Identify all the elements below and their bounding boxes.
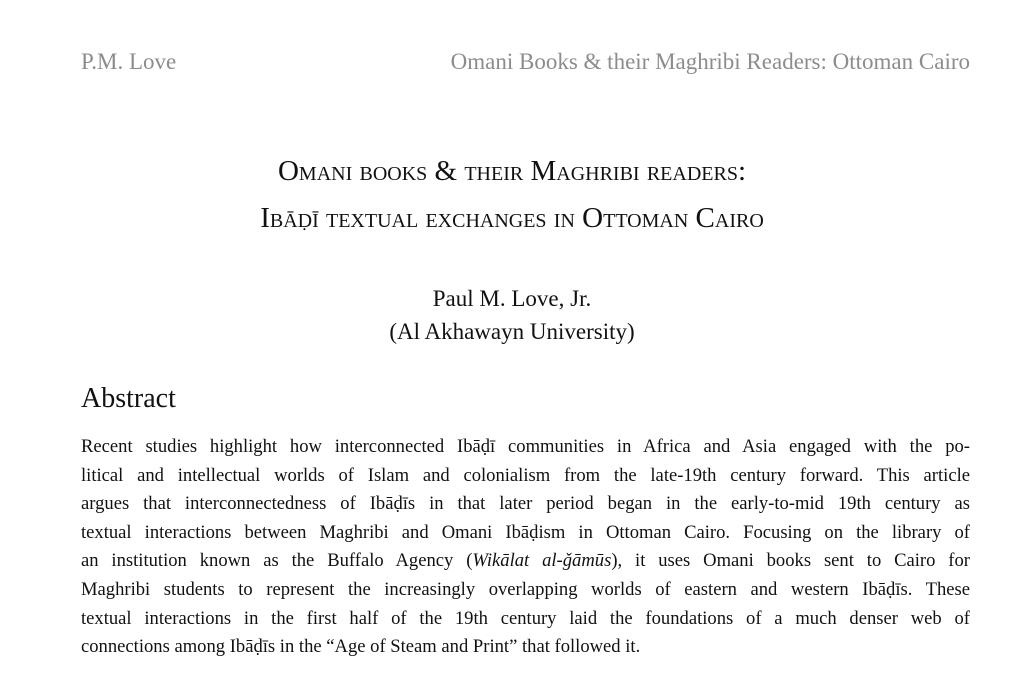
abstract-line: textual interactions between Maghribi and Omani Ibāḍism in Ottoman Cairo. Focusing on the library of bbox=[81, 521, 970, 543]
header-short-title: Omani Books & their Maghribi Readers: Ottoman Cairo bbox=[450, 49, 970, 74]
author-name: Paul M. Love, Jr. bbox=[432, 286, 592, 311]
header-author: P.M. Love bbox=[81, 49, 177, 74]
abstract-heading: Abstract bbox=[81, 383, 176, 414]
title-line-1: Omani books & their Maghribi readers: bbox=[277, 155, 747, 187]
abstract-line: Maghribi students to represent the increasingly overlapping worlds of eastern and western Ibāḍīs. These bbox=[81, 578, 970, 600]
author-affiliation: (Al Akhawayn University) bbox=[389, 319, 635, 344]
running-header bbox=[81, 48, 970, 76]
abstract-line: Recent studies highlight how interconnected Ibāḍī communities in Africa and Asia engaged with the po- bbox=[81, 436, 970, 457]
abstract-line: litical and intellectual worlds of Islam and colonialism from the late-19th century forward. This article bbox=[81, 464, 970, 486]
abstract-line: textual interactions in the first half of the 19th century laid the foundations of a much denser web of bbox=[81, 607, 970, 629]
abstract-body bbox=[81, 433, 970, 662]
abstract-line bbox=[81, 547, 970, 576]
abstract-line: argues that interconnectedness of Ibāḍīs in that later period began in the early-to-mid 19th century as bbox=[81, 493, 970, 515]
title-line-2: Ibāḍī textual exchanges in Ottoman Cairo bbox=[260, 202, 764, 234]
abstract-italic-term: Wikālat al-ǧāmūs bbox=[472, 550, 612, 572]
author-block bbox=[0, 282, 1024, 348]
abstract-text: ), it uses Omani books sent to Cairo for bbox=[611, 550, 970, 572]
abstract-line: connections among Ibāḍīs in the “Age of Steam and Print” that followed it. bbox=[81, 636, 641, 658]
abstract-text: an institution known as the Buffalo Agency ( bbox=[81, 550, 473, 572]
paper-title bbox=[0, 148, 1024, 242]
